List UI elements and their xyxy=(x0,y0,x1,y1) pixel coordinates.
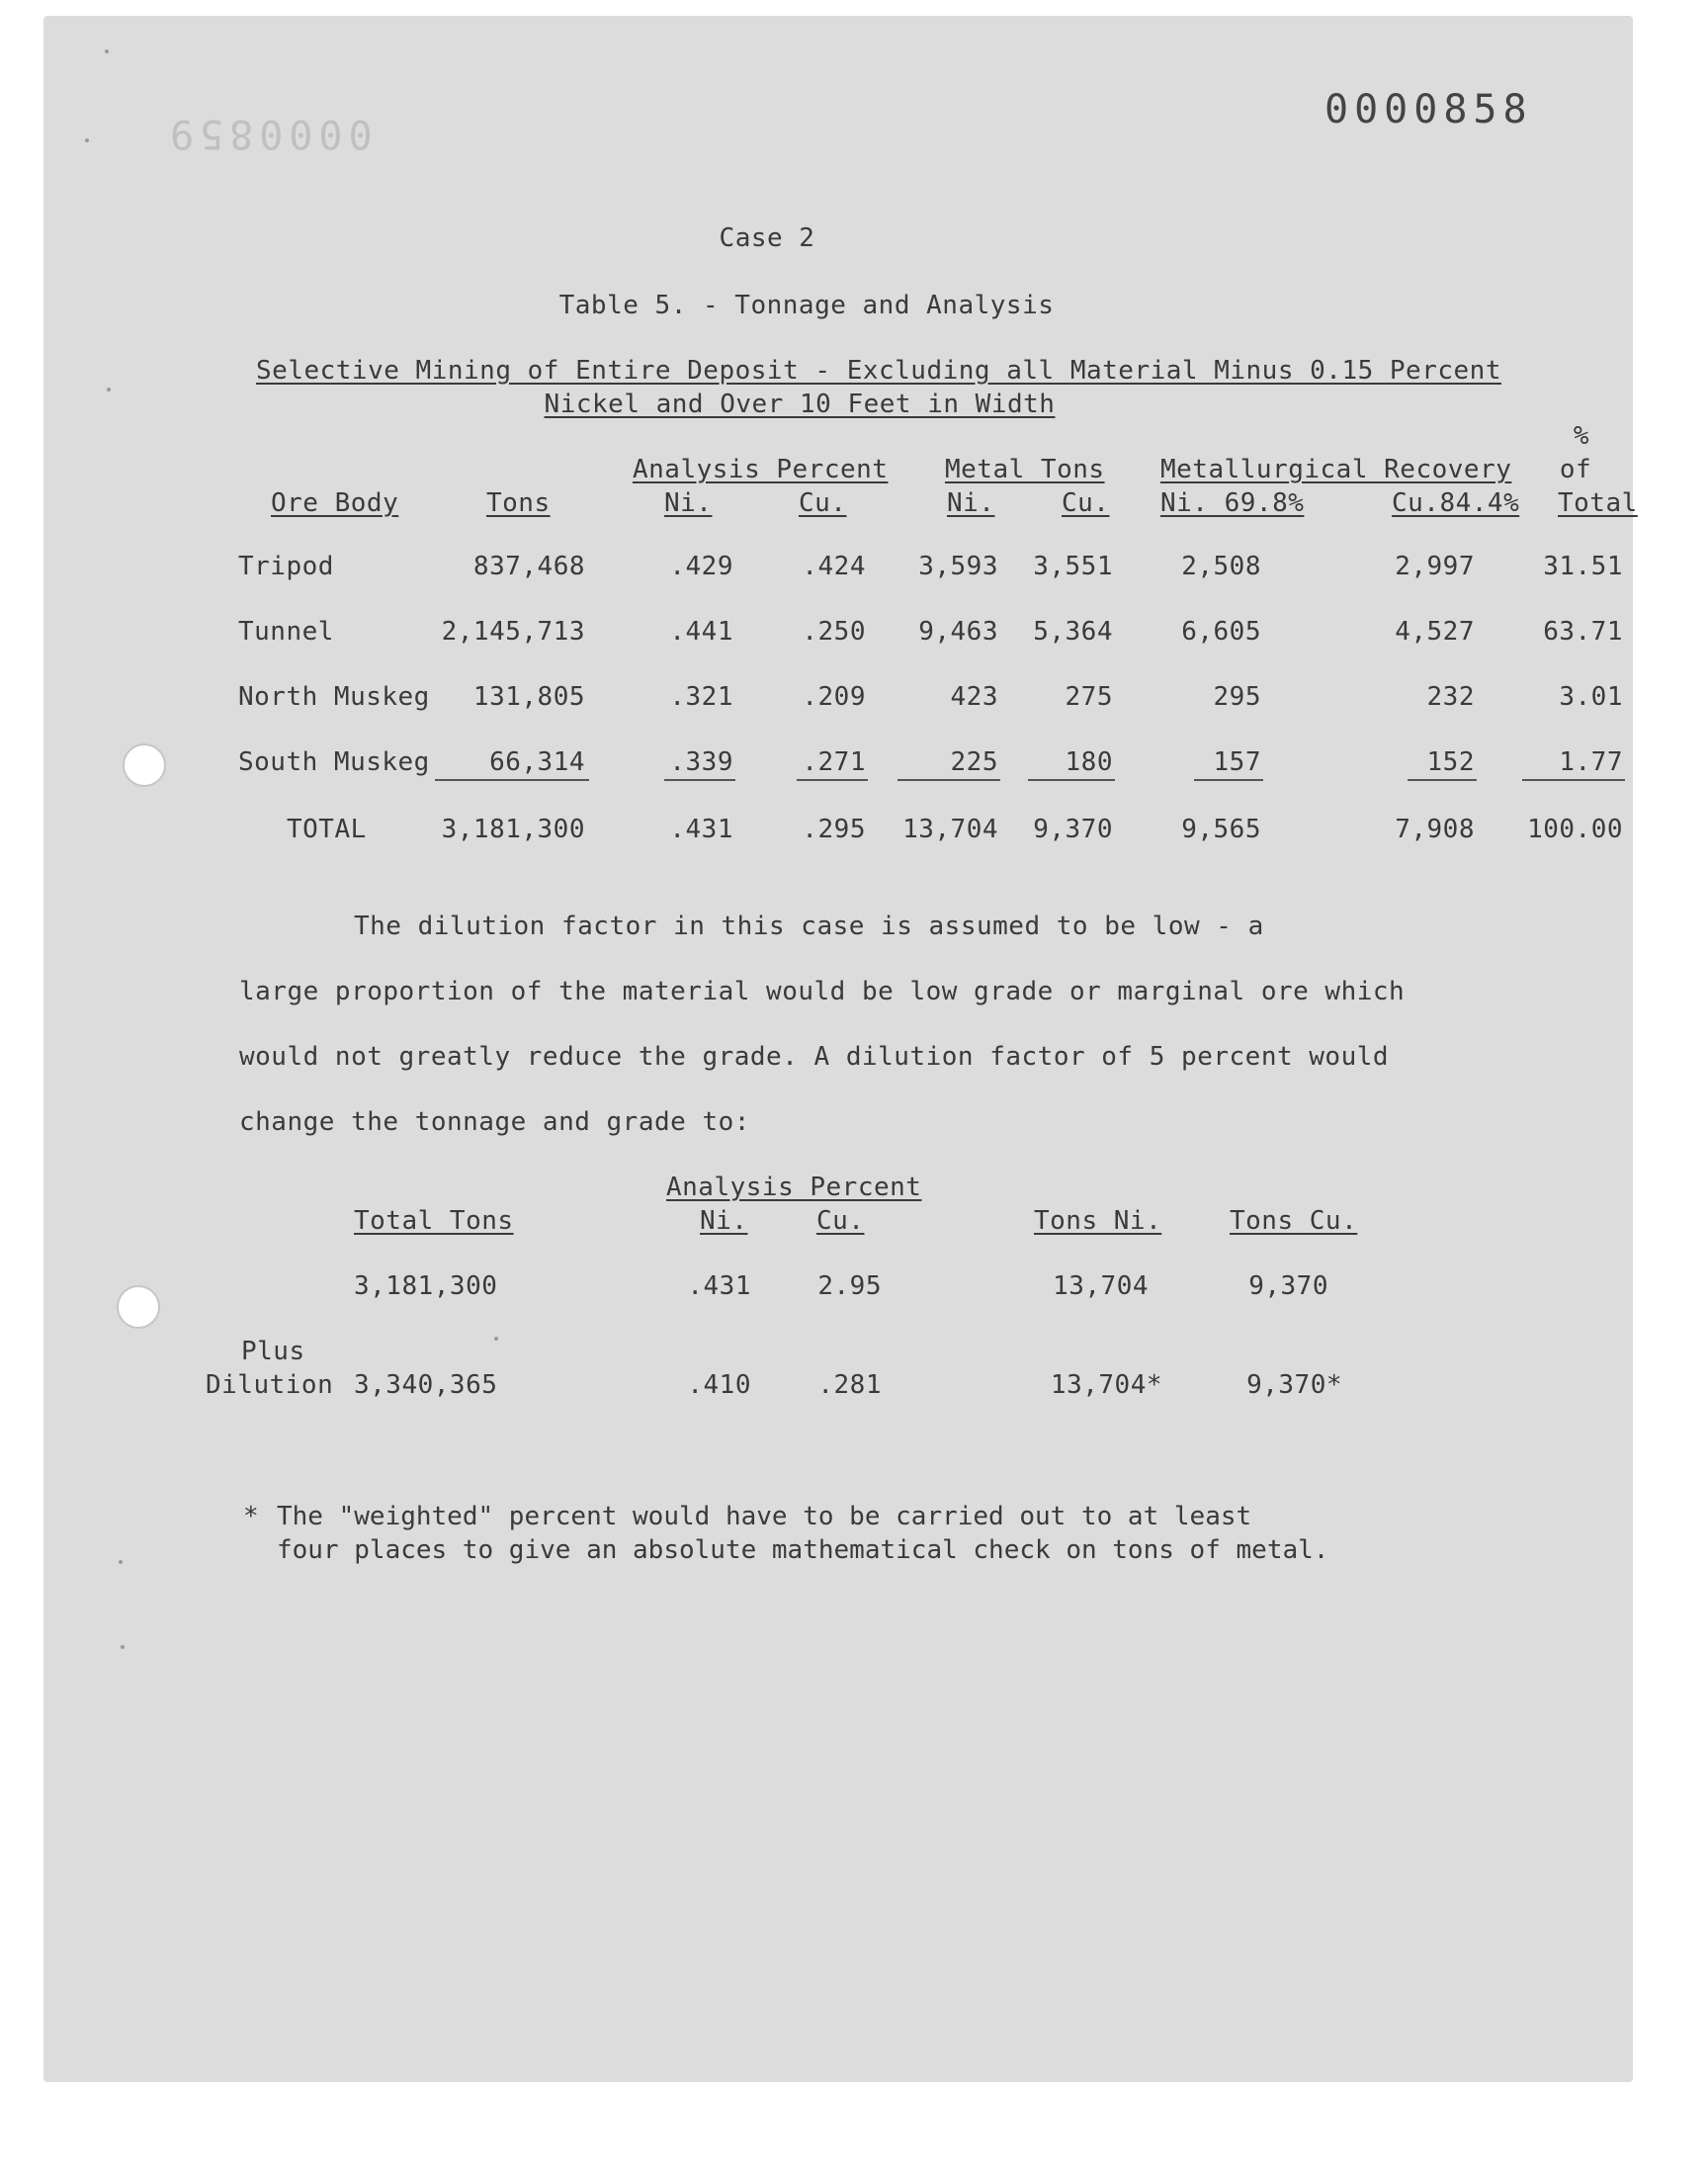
col-header-ni: Ni. xyxy=(664,488,713,518)
recovery-ni-cell: 9,565 xyxy=(1181,815,1261,844)
total-label: TOTAL xyxy=(287,815,367,844)
metal-cu-cell: 3,551 xyxy=(1033,552,1113,581)
table-title: Table 5. - Tonnage and Analysis xyxy=(558,291,1055,320)
speck xyxy=(85,138,89,142)
punch-hole-bottom xyxy=(117,1285,160,1329)
ni-cell: .431 xyxy=(669,815,733,844)
speck xyxy=(107,388,111,392)
ore-body-cell: Tunnel xyxy=(238,617,334,647)
tons-cu-cell: 9,370* xyxy=(1246,1370,1342,1400)
total-pct-cell: 1.77 xyxy=(1559,747,1623,777)
recovery-cu-cell: 152 xyxy=(1426,747,1475,777)
ore-body-cell: North Muskeg xyxy=(238,682,430,712)
table2-col-cu: Cu. xyxy=(816,1206,865,1236)
case-title: Case 2 xyxy=(719,223,815,253)
group-header-analysis: Analysis Percent xyxy=(633,455,889,484)
total-pct-cell: 31.51 xyxy=(1543,552,1623,581)
tons-cell: 2,145,713 xyxy=(441,617,585,647)
tons-ni-cell: 13,704* xyxy=(1050,1370,1162,1400)
table-subtitle-line1: Selective Mining of Entire Deposit - Excluding all Material Minus 0.15 Percent xyxy=(256,356,1501,386)
table2-col-ni: Ni. xyxy=(700,1206,748,1236)
group-header-metal-tons: Metal Tons xyxy=(945,455,1105,484)
recovery-ni-cell: 157 xyxy=(1213,747,1261,777)
document-number: 0000858 xyxy=(1324,87,1533,132)
ni-cell: .339 xyxy=(669,747,733,777)
table2-col-tons-cu: Tons Cu. xyxy=(1230,1206,1358,1236)
cu-cell: .271 xyxy=(802,747,866,777)
metal-ni-cell: 423 xyxy=(950,682,998,712)
table-subtitle-line2: Nickel and Over 10 Feet in Width xyxy=(544,390,1056,419)
col-header-recovery-ni: Ni. 69.8% xyxy=(1160,488,1305,518)
subtotal-rule xyxy=(664,779,735,781)
ore-body-cell: Tripod xyxy=(238,552,334,581)
subtotal-rule xyxy=(897,779,1000,781)
cu-cell: .424 xyxy=(802,552,866,581)
metal-ni-cell: 9,463 xyxy=(918,617,998,647)
col-header-ore-body: Ore Body xyxy=(271,488,399,518)
recovery-cu-cell: 232 xyxy=(1426,682,1475,712)
recovery-ni-cell: 295 xyxy=(1213,682,1261,712)
speck xyxy=(494,1337,498,1341)
recovery-cu-cell: 2,997 xyxy=(1395,552,1475,581)
ni-cell: .321 xyxy=(669,682,733,712)
subtotal-rule xyxy=(435,779,589,781)
ni-cell: .431 xyxy=(687,1271,751,1301)
paragraph-line: change the tonnage and grade to: xyxy=(239,1107,750,1137)
metal-ni-cell: 225 xyxy=(950,747,998,777)
cu-cell: .295 xyxy=(802,815,866,844)
table2-col-total-tons: Total Tons xyxy=(354,1206,514,1236)
ni-cell: .429 xyxy=(669,552,733,581)
metal-cu-cell: 5,364 xyxy=(1033,617,1113,647)
tons-cu-cell: 9,370 xyxy=(1248,1271,1328,1301)
tons-ni-cell: 13,704 xyxy=(1053,1271,1149,1301)
group-header-recovery: Metallurgical Recovery xyxy=(1160,455,1512,484)
recovery-ni-cell: 2,508 xyxy=(1181,552,1261,581)
total-pct-cell: 3.01 xyxy=(1559,682,1623,712)
total-tons-cell: 3,181,300 xyxy=(354,1271,498,1301)
col-header-recovery-cu: Cu.84.4% xyxy=(1392,488,1520,518)
dilution-label: Dilution xyxy=(206,1370,334,1400)
paragraph-line: would not greatly reduce the grade. A dilution factor of 5 percent would xyxy=(239,1042,1390,1072)
plus-label: Plus xyxy=(241,1337,305,1366)
total-pct-cell: 63.71 xyxy=(1543,617,1623,647)
ore-body-cell: South Muskeg xyxy=(238,747,430,777)
cu-cell: .209 xyxy=(802,682,866,712)
subtotal-rule xyxy=(1522,779,1625,781)
cu-cell: .281 xyxy=(817,1370,882,1400)
metal-cu-cell: 9,370 xyxy=(1033,815,1113,844)
footnote-line: The "weighted" percent would have to be carried out to at least xyxy=(277,1502,1252,1531)
paragraph-line: large proportion of the material would be low grade or marginal ore which xyxy=(239,977,1406,1006)
speck xyxy=(105,49,109,53)
punch-hole-top xyxy=(123,743,166,787)
paragraph-line: The dilution factor in this case is assumed to be low - a xyxy=(354,912,1264,941)
tons-cell: 131,805 xyxy=(472,682,585,712)
tons-cell: 3,181,300 xyxy=(441,815,585,844)
subtotal-rule xyxy=(1028,779,1115,781)
metal-cu-cell: 180 xyxy=(1065,747,1113,777)
metal-ni-cell: 13,704 xyxy=(902,815,998,844)
recovery-cu-cell: 7,908 xyxy=(1395,815,1475,844)
col-header-cu: Cu. xyxy=(799,488,847,518)
ni-cell: .410 xyxy=(687,1370,751,1400)
ni-cell: .441 xyxy=(669,617,733,647)
col-header-metal-cu: Cu. xyxy=(1062,488,1110,518)
recovery-ni-cell: 6,605 xyxy=(1181,617,1261,647)
footnote-mark: * xyxy=(243,1502,259,1531)
total-pct-cell: 100.00 xyxy=(1527,815,1623,844)
subtotal-rule xyxy=(1194,779,1263,781)
bleed-through-number: 0000859 xyxy=(164,111,373,156)
total-tons-cell: 3,340,365 xyxy=(354,1370,498,1400)
tons-cell: 66,314 xyxy=(489,747,585,777)
recovery-cu-cell: 4,527 xyxy=(1395,617,1475,647)
metal-cu-cell: 275 xyxy=(1065,682,1113,712)
cu-cell: .250 xyxy=(802,617,866,647)
col-header-tons: Tons xyxy=(486,488,551,518)
speck xyxy=(121,1645,125,1649)
table2-group-header: Analysis Percent xyxy=(666,1173,922,1202)
col-header-metal-ni: Ni. xyxy=(947,488,995,518)
cu-cell: 2.95 xyxy=(817,1271,882,1301)
percent-mark: % xyxy=(1573,421,1590,451)
table2-col-tons-ni: Tons Ni. xyxy=(1034,1206,1162,1236)
subtotal-rule xyxy=(797,779,868,781)
subtotal-rule xyxy=(1408,779,1477,781)
footnote-line: four places to give an absolute mathematical check on tons of metal. xyxy=(277,1535,1329,1565)
group-header-of: of xyxy=(1559,455,1592,484)
tons-cell: 837,468 xyxy=(472,552,585,581)
col-header-total: Total xyxy=(1558,488,1638,518)
speck xyxy=(119,1560,123,1564)
metal-ni-cell: 3,593 xyxy=(918,552,998,581)
